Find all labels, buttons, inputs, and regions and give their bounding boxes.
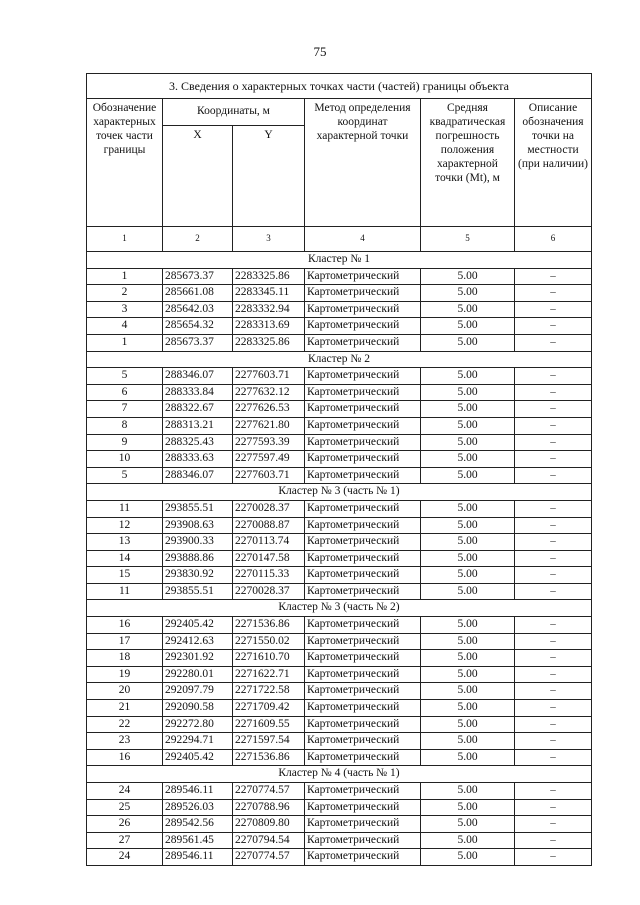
column-number: 5 [421,227,515,252]
header-y: Y [233,126,305,227]
x-coordinate: 293830.92 [163,567,233,584]
table-row [87,567,592,584]
table-row [87,334,592,351]
x-coordinate: 293855.51 [163,500,233,517]
column-number: 1 [87,227,163,252]
x-coordinate: 292412.63 [163,633,233,650]
y-coordinate: 2277632.12 [233,384,305,401]
x-coordinate: 292405.42 [163,749,233,766]
column-number: 3 [233,227,305,252]
table-row [87,534,592,551]
y-coordinate: 2270774.57 [233,849,305,866]
table-row [87,583,592,600]
table-row [87,318,592,335]
description: – [515,832,592,849]
method: Картометрический [305,517,421,534]
header-description: Описание обозначения точки на местности (при наличии) [515,99,592,227]
error-value: 5.00 [421,849,515,866]
description: – [515,716,592,733]
error-value: 5.00 [421,550,515,567]
point-id: 5 [87,467,163,484]
error-value: 5.00 [421,733,515,750]
x-coordinate: 288346.07 [163,467,233,484]
table-row [87,401,592,418]
x-coordinate: 285661.08 [163,285,233,302]
point-id: 15 [87,567,163,584]
x-coordinate: 292294.71 [163,733,233,750]
y-coordinate: 2270794.54 [233,832,305,849]
method: Картометрический [305,683,421,700]
description: – [515,301,592,318]
table-row [87,617,592,634]
point-id: 10 [87,451,163,468]
method: Картометрический [305,285,421,302]
x-coordinate: 293855.51 [163,583,233,600]
error-value: 5.00 [421,517,515,534]
description: – [515,268,592,285]
header-error: Средняя квадратическая погрешность положения характерной точки (Mt), м [421,99,515,227]
error-value: 5.00 [421,567,515,584]
y-coordinate: 2271536.86 [233,617,305,634]
method: Картометрический [305,401,421,418]
error-value: 5.00 [421,434,515,451]
y-coordinate: 2271722.58 [233,683,305,700]
method: Картометрический [305,733,421,750]
y-coordinate: 2283332.94 [233,301,305,318]
table-row [87,749,592,766]
error-value: 5.00 [421,666,515,683]
description: – [515,534,592,551]
boundary-points-table [86,73,592,866]
point-id: 16 [87,617,163,634]
method: Картометрический [305,318,421,335]
method: Картометрический [305,384,421,401]
x-coordinate: 288322.67 [163,401,233,418]
method: Картометрический [305,534,421,551]
y-coordinate: 2270115.33 [233,567,305,584]
x-coordinate: 285673.37 [163,268,233,285]
error-value: 5.00 [421,451,515,468]
cluster-title: Кластер № 3 (часть № 1) [87,484,592,501]
method: Картометрический [305,467,421,484]
method: Картометрический [305,633,421,650]
method: Картометрический [305,301,421,318]
column-number-row [87,227,592,252]
y-coordinate: 2277626.53 [233,401,305,418]
error-value: 5.00 [421,334,515,351]
error-value: 5.00 [421,683,515,700]
error-value: 5.00 [421,500,515,517]
method: Картометрический [305,716,421,733]
x-coordinate: 292090.58 [163,700,233,717]
point-id: 11 [87,500,163,517]
x-coordinate: 289546.11 [163,783,233,800]
error-value: 5.00 [421,417,515,434]
y-coordinate: 2283313.69 [233,318,305,335]
method: Картометрический [305,334,421,351]
y-coordinate: 2270028.37 [233,500,305,517]
point-id: 5 [87,368,163,385]
y-coordinate: 2270028.37 [233,583,305,600]
table-row [87,849,592,866]
column-number: 6 [515,227,592,252]
method: Картометрический [305,832,421,849]
point-id: 27 [87,832,163,849]
description: – [515,683,592,700]
y-coordinate: 2270113.74 [233,534,305,551]
point-id: 7 [87,401,163,418]
error-value: 5.00 [421,799,515,816]
cluster-title-row [87,252,592,269]
point-id: 26 [87,816,163,833]
table-row [87,666,592,683]
error-value: 5.00 [421,583,515,600]
y-coordinate: 2271709.42 [233,700,305,717]
x-coordinate: 288333.63 [163,451,233,468]
point-id: 19 [87,666,163,683]
table-row [87,451,592,468]
cluster-title-row [87,351,592,368]
y-coordinate: 2271597.54 [233,733,305,750]
table-row [87,650,592,667]
table-row [87,384,592,401]
y-coordinate: 2270088.87 [233,517,305,534]
method: Картометрический [305,451,421,468]
error-value: 5.00 [421,716,515,733]
y-coordinate: 2271622.71 [233,666,305,683]
table-row [87,500,592,517]
x-coordinate: 292405.42 [163,617,233,634]
method: Картометрический [305,268,421,285]
point-id: 1 [87,334,163,351]
description: – [515,816,592,833]
table-row [87,517,592,534]
header-x: X [163,126,233,227]
error-value: 5.00 [421,401,515,418]
header-row-1 [87,99,592,126]
x-coordinate: 285673.37 [163,334,233,351]
x-coordinate: 285654.32 [163,318,233,335]
point-id: 24 [87,783,163,800]
method: Картометрический [305,849,421,866]
description: – [515,550,592,567]
description: – [515,500,592,517]
cluster-title-row [87,484,592,501]
y-coordinate: 2271610.70 [233,650,305,667]
y-coordinate: 2277603.71 [233,467,305,484]
table-row [87,301,592,318]
error-value: 5.00 [421,783,515,800]
point-id: 18 [87,650,163,667]
point-id: 17 [87,633,163,650]
description: – [515,583,592,600]
column-number: 2 [163,227,233,252]
x-coordinate: 292280.01 [163,666,233,683]
error-value: 5.00 [421,749,515,766]
point-id: 2 [87,285,163,302]
point-id: 1 [87,268,163,285]
point-id: 21 [87,700,163,717]
method: Картометрический [305,783,421,800]
point-id: 9 [87,434,163,451]
header-coordinates: Координаты, м [163,99,305,126]
point-id: 24 [87,849,163,866]
method: Картометрический [305,666,421,683]
error-value: 5.00 [421,467,515,484]
description: – [515,368,592,385]
method: Картометрический [305,799,421,816]
x-coordinate: 288333.84 [163,384,233,401]
point-id: 20 [87,683,163,700]
point-id: 16 [87,749,163,766]
method: Картометрический [305,749,421,766]
error-value: 5.00 [421,832,515,849]
method: Картометрический [305,550,421,567]
description: – [515,666,592,683]
method: Картометрический [305,434,421,451]
cluster-title: Кластер № 1 [87,252,592,269]
description: – [515,467,592,484]
description: – [515,650,592,667]
description: – [515,700,592,717]
point-id: 25 [87,799,163,816]
table-row [87,816,592,833]
method: Картометрический [305,567,421,584]
point-id: 11 [87,583,163,600]
header-point: Обозначение характерных точек части границы [87,99,163,227]
error-value: 5.00 [421,816,515,833]
description: – [515,799,592,816]
point-id: 4 [87,318,163,335]
point-id: 12 [87,517,163,534]
header-method: Метод определения координат характерной точки [305,99,421,227]
y-coordinate: 2271550.02 [233,633,305,650]
point-id: 13 [87,534,163,551]
x-coordinate: 293888.86 [163,550,233,567]
table-row [87,268,592,285]
x-coordinate: 292097.79 [163,683,233,700]
x-coordinate: 292272.80 [163,716,233,733]
description: – [515,334,592,351]
x-coordinate: 293900.33 [163,534,233,551]
cluster-title: Кластер № 2 [87,351,592,368]
cluster-title-row [87,766,592,783]
error-value: 5.00 [421,318,515,335]
method: Картометрический [305,650,421,667]
table-row [87,285,592,302]
x-coordinate: 288313.21 [163,417,233,434]
y-coordinate: 2283325.86 [233,268,305,285]
description: – [515,849,592,866]
table-row [87,550,592,567]
cluster-title-row [87,600,592,617]
y-coordinate: 2283345.11 [233,285,305,302]
table-row [87,716,592,733]
table-body [87,74,592,866]
cluster-title: Кластер № 3 (часть № 2) [87,600,592,617]
method: Картометрический [305,368,421,385]
error-value: 5.00 [421,268,515,285]
method: Картометрический [305,816,421,833]
table-row [87,783,592,800]
y-coordinate: 2270147.58 [233,550,305,567]
description: – [515,567,592,584]
x-coordinate: 289542.56 [163,816,233,833]
y-coordinate: 2277621.80 [233,417,305,434]
error-value: 5.00 [421,700,515,717]
x-coordinate: 288325.43 [163,434,233,451]
table-row [87,467,592,484]
method: Картометрический [305,617,421,634]
y-coordinate: 2270788.96 [233,799,305,816]
point-id: 8 [87,417,163,434]
column-number: 4 [305,227,421,252]
table-row [87,799,592,816]
x-coordinate: 289561.45 [163,832,233,849]
y-coordinate: 2270809.80 [233,816,305,833]
table-row [87,832,592,849]
y-coordinate: 2270774.57 [233,783,305,800]
y-coordinate: 2277593.39 [233,434,305,451]
description: – [515,318,592,335]
x-coordinate: 289546.11 [163,849,233,866]
point-id: 14 [87,550,163,567]
table-row [87,733,592,750]
error-value: 5.00 [421,617,515,634]
error-value: 5.00 [421,534,515,551]
description: – [515,733,592,750]
description: – [515,783,592,800]
point-id: 6 [87,384,163,401]
x-coordinate: 293908.63 [163,517,233,534]
error-value: 5.00 [421,650,515,667]
method: Картометрический [305,583,421,600]
table-row [87,700,592,717]
description: – [515,434,592,451]
method: Картометрический [305,417,421,434]
section-title: 3. Сведения о характерных точках части (частей) границы объекта [87,74,592,99]
x-coordinate: 288346.07 [163,368,233,385]
error-value: 5.00 [421,368,515,385]
method: Картометрический [305,500,421,517]
description: – [515,517,592,534]
page-number: 75 [313,44,327,59]
table-row [87,417,592,434]
y-coordinate: 2271536.86 [233,749,305,766]
y-coordinate: 2277597.49 [233,451,305,468]
description: – [515,401,592,418]
table-row [87,683,592,700]
table-row [87,434,592,451]
y-coordinate: 2277603.71 [233,368,305,385]
description: – [515,417,592,434]
description: – [515,451,592,468]
y-coordinate: 2283325.86 [233,334,305,351]
method: Картометрический [305,700,421,717]
description: – [515,384,592,401]
description: – [515,749,592,766]
table-row [87,633,592,650]
description: – [515,633,592,650]
x-coordinate: 289526.03 [163,799,233,816]
error-value: 5.00 [421,384,515,401]
y-coordinate: 2271609.55 [233,716,305,733]
error-value: 5.00 [421,301,515,318]
point-id: 3 [87,301,163,318]
table-row [87,368,592,385]
section-title-row [87,74,592,99]
x-coordinate: 292301.92 [163,650,233,667]
x-coordinate: 285642.03 [163,301,233,318]
description: – [515,285,592,302]
error-value: 5.00 [421,633,515,650]
description: – [515,617,592,634]
point-id: 23 [87,733,163,750]
point-id: 22 [87,716,163,733]
error-value: 5.00 [421,285,515,302]
cluster-title: Кластер № 4 (часть № 1) [87,766,592,783]
